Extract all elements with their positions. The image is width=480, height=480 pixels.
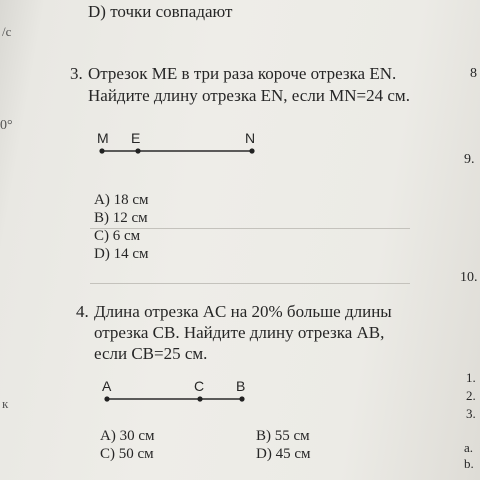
point-label-b: B (236, 378, 246, 394)
margin-number-10: 10. (460, 270, 478, 285)
problem3-option-d: D) 14 см (94, 246, 149, 262)
margin-mark-3: к (2, 396, 9, 411)
problem3-option-b: B) 12 см (94, 210, 148, 226)
margin-number-8: 8 (470, 66, 477, 81)
margin-number-3: 3. (466, 406, 476, 421)
margin-letter-b: b. (464, 456, 474, 471)
problem4-number: 4. (76, 302, 89, 321)
problem4-option-a: A) 30 см (100, 428, 155, 444)
point-m (99, 148, 104, 153)
problem4-option-c: C) 50 см (100, 446, 154, 462)
problem4-option-d: D) 45 см (256, 446, 311, 462)
problem3-number: 3. (70, 64, 83, 83)
point-a (104, 396, 109, 401)
problem4-line1: Длина отрезка AC на 20% больше длины (94, 302, 392, 321)
problem3-option-a: A) 18 см (94, 192, 149, 208)
previous-option-d: D) точки совпадают (88, 2, 233, 21)
problem3-option-c: C) 6 см (94, 228, 141, 244)
segment-mn-diagram (98, 144, 268, 158)
margin-number-9: 9. (464, 152, 475, 167)
point-label-a: A (102, 378, 112, 394)
point-e (135, 148, 140, 153)
problem4-option-b: B) 55 см (256, 428, 310, 444)
point-c (197, 396, 202, 401)
margin-mark-1: /с (2, 24, 12, 39)
margin-number-1: 1. (466, 370, 476, 385)
point-n (249, 148, 254, 153)
point-label-c: C (194, 378, 205, 394)
faint-divider-2 (90, 283, 410, 284)
problem3-line1: Отрезок ME в три раза короче отрезка EN. (88, 64, 397, 83)
problem4-line2: отрезка CB. Найдите длину отрезка AB, (94, 323, 385, 342)
margin-mark-2: 0° (0, 118, 13, 133)
point-b (239, 396, 244, 401)
margin-letter-a: a. (464, 440, 474, 455)
point-label-m: M (97, 130, 109, 146)
point-label-n: N (245, 130, 256, 146)
point-label-e: E (131, 130, 141, 146)
problem3-line2: Найдите длину отрезка EN, если MN=24 см. (88, 86, 410, 105)
segment-ab-diagram (104, 392, 254, 406)
problem4-line3: если CB=25 см. (94, 344, 208, 363)
margin-number-2: 2. (466, 388, 476, 403)
